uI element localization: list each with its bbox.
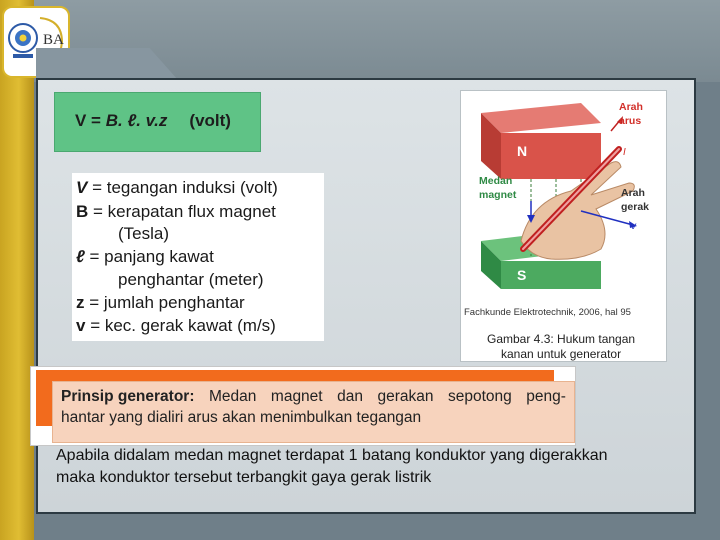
definition-v: V = tegangan induksi (volt) — [76, 178, 278, 197]
logo-text: BA — [43, 32, 64, 48]
field-label-1: Medan — [479, 175, 513, 187]
formula-lead: V = — [75, 111, 106, 130]
motion-label-1: Arah — [621, 187, 645, 199]
body-text-line-1: Apabila didalam medan magnet terdapat 1 batang konduktor yang digerakkan — [56, 447, 608, 464]
pole-s-label: S — [517, 267, 527, 283]
field-label-2: magnet — [479, 189, 517, 201]
current-symbol: I — [623, 147, 626, 158]
principle-word: peng- — [526, 388, 566, 405]
principle-title: Prinsip generator: — [61, 388, 195, 405]
principle-word: Medan — [209, 388, 257, 405]
definition-l-cont: penghantar (meter) — [118, 270, 264, 289]
formula — [75, 111, 231, 131]
figure-caption-1: Gambar 4.3: Hukum tangan — [487, 332, 636, 346]
left-accent-strip — [0, 0, 34, 540]
definition-l: ℓ = panjang kawat — [76, 247, 214, 266]
body-text-line-2: maka konduktor tersebut terbangkit gaya gerak listrik — [56, 469, 432, 486]
principle-box — [52, 381, 575, 443]
definition-symbol: B — [76, 202, 89, 221]
velocity-symbol: v — [631, 221, 636, 232]
formula-unit: (volt) — [189, 111, 231, 130]
principle-word: sepotong — [448, 388, 512, 405]
figure-caption-2: kanan untuk generator — [501, 347, 622, 361]
principle-word: magnet — [270, 388, 323, 405]
definition-b-unit: (Tesla) — [118, 224, 170, 243]
current-direction-label-2: arus — [619, 115, 642, 127]
north-pole-magnet — [501, 133, 601, 179]
principle-line-2: hantar yang dialiri arus akan menimbulkan tegangan — [61, 409, 422, 426]
principle-line-1 — [61, 388, 566, 406]
formula-box — [54, 92, 261, 152]
formula-expression: B. ℓ. v.z — [105, 111, 168, 130]
definition-symbol: ℓ — [76, 247, 85, 266]
principle-word: dan — [337, 388, 363, 405]
figure-source: Fachkunde Elektrotechnik, 2006, hal 95 — [464, 307, 631, 318]
definition-b: B = kerapatan flux magnet — [76, 202, 276, 221]
current-direction-label-1: Arah — [619, 101, 643, 113]
definition-symbol: V — [76, 178, 88, 197]
definition-symbol: v — [76, 316, 86, 335]
definition-v-speed: v = kec. gerak kawat (m/s) — [76, 316, 276, 335]
south-pole-magnet — [501, 261, 601, 289]
motion-label-2: gerak — [621, 201, 650, 213]
principle-word: gerakan — [377, 388, 434, 405]
right-hand-rule-figure — [460, 90, 667, 362]
definitions-box — [72, 173, 324, 341]
pole-n-label: N — [517, 143, 528, 159]
definition-z: z = jumlah penghantar — [76, 293, 245, 312]
definition-symbol: z — [76, 293, 85, 312]
